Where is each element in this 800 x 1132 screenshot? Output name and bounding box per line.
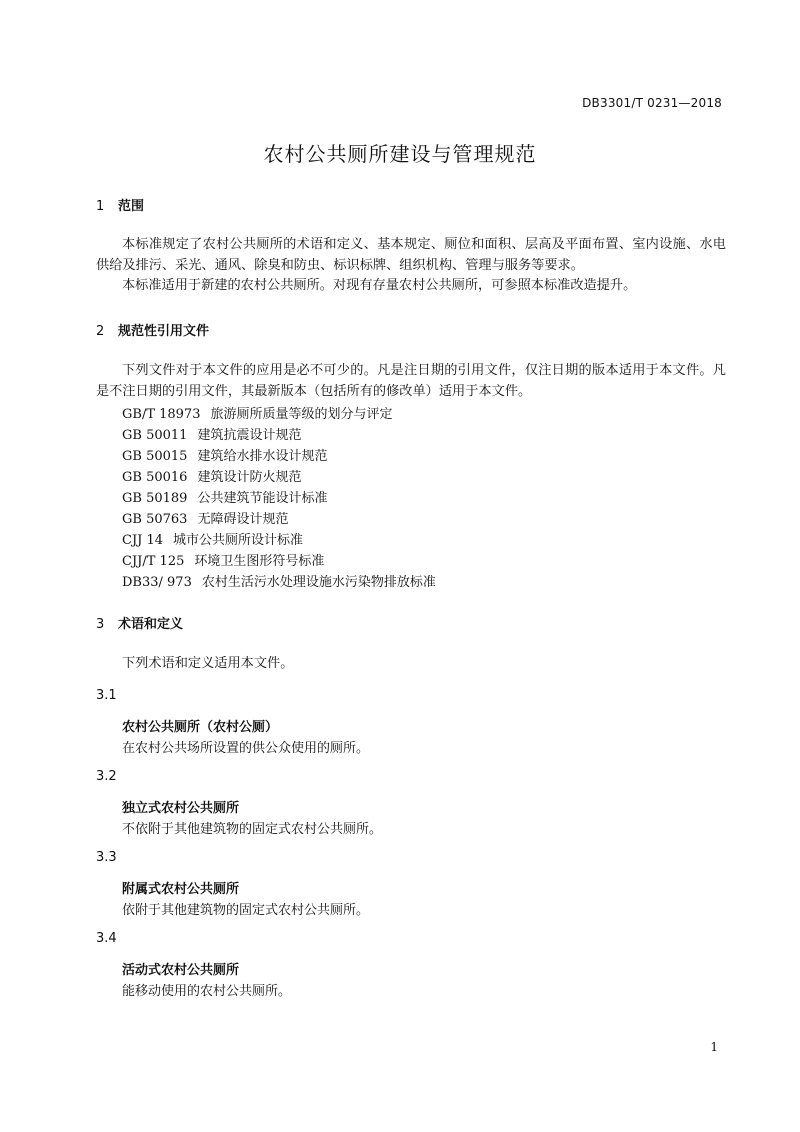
page-number: 1 xyxy=(710,1040,718,1054)
paragraph: 下列文件对于本文件的应用是必不可少的。凡是注日期的引用文件，仅注日期的版本适用于本文件。凡是不注日期的引用文件，其最新版本（包括所有的修改单）适用于本文件。 xyxy=(96,363,726,399)
section-3-heading xyxy=(96,613,183,632)
reference-item xyxy=(122,550,324,569)
reference-item xyxy=(122,529,303,548)
reference-code: GB 50763 xyxy=(122,512,188,527)
term-name: 附属式农村公共厕所 xyxy=(122,882,240,897)
reference-item xyxy=(122,487,327,506)
term-definition: 依附于其他建筑物的固定式农村公共厕所。 xyxy=(122,903,370,918)
term-definition: 不依附于其他建筑物的固定式农村公共厕所。 xyxy=(122,822,383,837)
reference-code: CJJ/T 125 xyxy=(122,554,185,569)
clause-number: 3.4 xyxy=(96,931,117,946)
reference-code: GB 50016 xyxy=(122,470,188,485)
clause-number: 3.3 xyxy=(96,850,117,865)
reference-name: 公共建筑节能设计标准 xyxy=(197,491,328,506)
standard-number: DB3301/T 0231—2018 xyxy=(582,96,722,110)
reference-item xyxy=(122,403,393,422)
reference-code: GB 50011 xyxy=(122,428,188,443)
reference-code: CJJ 14 xyxy=(122,533,164,548)
reference-code: GB 50015 xyxy=(122,449,188,464)
reference-name: 旅游厕所质量等级的划分与评定 xyxy=(210,407,393,422)
section-title: 规范性引用文件 xyxy=(118,324,210,339)
reference-item xyxy=(122,445,327,464)
section-title: 术语和定义 xyxy=(118,617,184,632)
section-title: 范围 xyxy=(118,199,145,214)
reference-name: 农村生活污水处理设施水污染物排放标准 xyxy=(201,575,436,590)
reference-name: 无障碍设计规范 xyxy=(197,512,289,527)
section-number: 2 xyxy=(96,324,105,339)
section-1-heading xyxy=(96,195,144,214)
term-name: 独立式农村公共厕所 xyxy=(122,801,240,816)
reference-name: 建筑抗震设计规范 xyxy=(197,428,302,443)
paragraph: 本标准适用于新建的农村公共厕所。对现有存量农村公共厕所，可参照本标准改造提升。 xyxy=(122,278,637,293)
term-name: 活动式农村公共厕所 xyxy=(122,963,240,978)
reference-name: 建筑设计防火规范 xyxy=(197,470,302,485)
reference-item xyxy=(122,466,301,485)
term-name: 农村公共厕所（农村公厕） xyxy=(122,720,279,735)
term-definition: 能移动使用的农村公共厕所。 xyxy=(122,984,292,999)
section-2-heading xyxy=(96,320,209,339)
reference-item xyxy=(122,571,436,590)
paragraph: 本标准规定了农村公共厕所的术语和定义、基本规定、厕位和面积、层高及平面布置、室内设施、水电供给及排污、采光、通风、除臭和防虫、标识标牌、组织机构、管理与服务等要求。 xyxy=(96,237,726,273)
paragraph: 下列术语和定义适用本文件。 xyxy=(122,656,294,671)
reference-item xyxy=(122,508,288,527)
reference-code: GB 50189 xyxy=(122,491,188,506)
reference-item xyxy=(122,424,301,443)
clause-number: 3.2 xyxy=(96,769,117,784)
reference-name: 建筑给水排水设计规范 xyxy=(197,449,328,464)
reference-name: 城市公共厕所设计标准 xyxy=(173,533,304,548)
clause-number: 3.1 xyxy=(96,688,117,703)
reference-code: DB33/ 973 xyxy=(122,575,192,590)
reference-code: GB/T 18973 xyxy=(122,407,201,422)
document-title: 农村公共厕所建设与管理规范 xyxy=(263,142,537,166)
term-definition: 在农村公共场所设置的供公众使用的厕所。 xyxy=(122,741,370,756)
reference-name: 环境卫生图形符号标准 xyxy=(194,554,325,569)
section-number: 3 xyxy=(96,617,105,632)
section-number: 1 xyxy=(96,199,105,214)
